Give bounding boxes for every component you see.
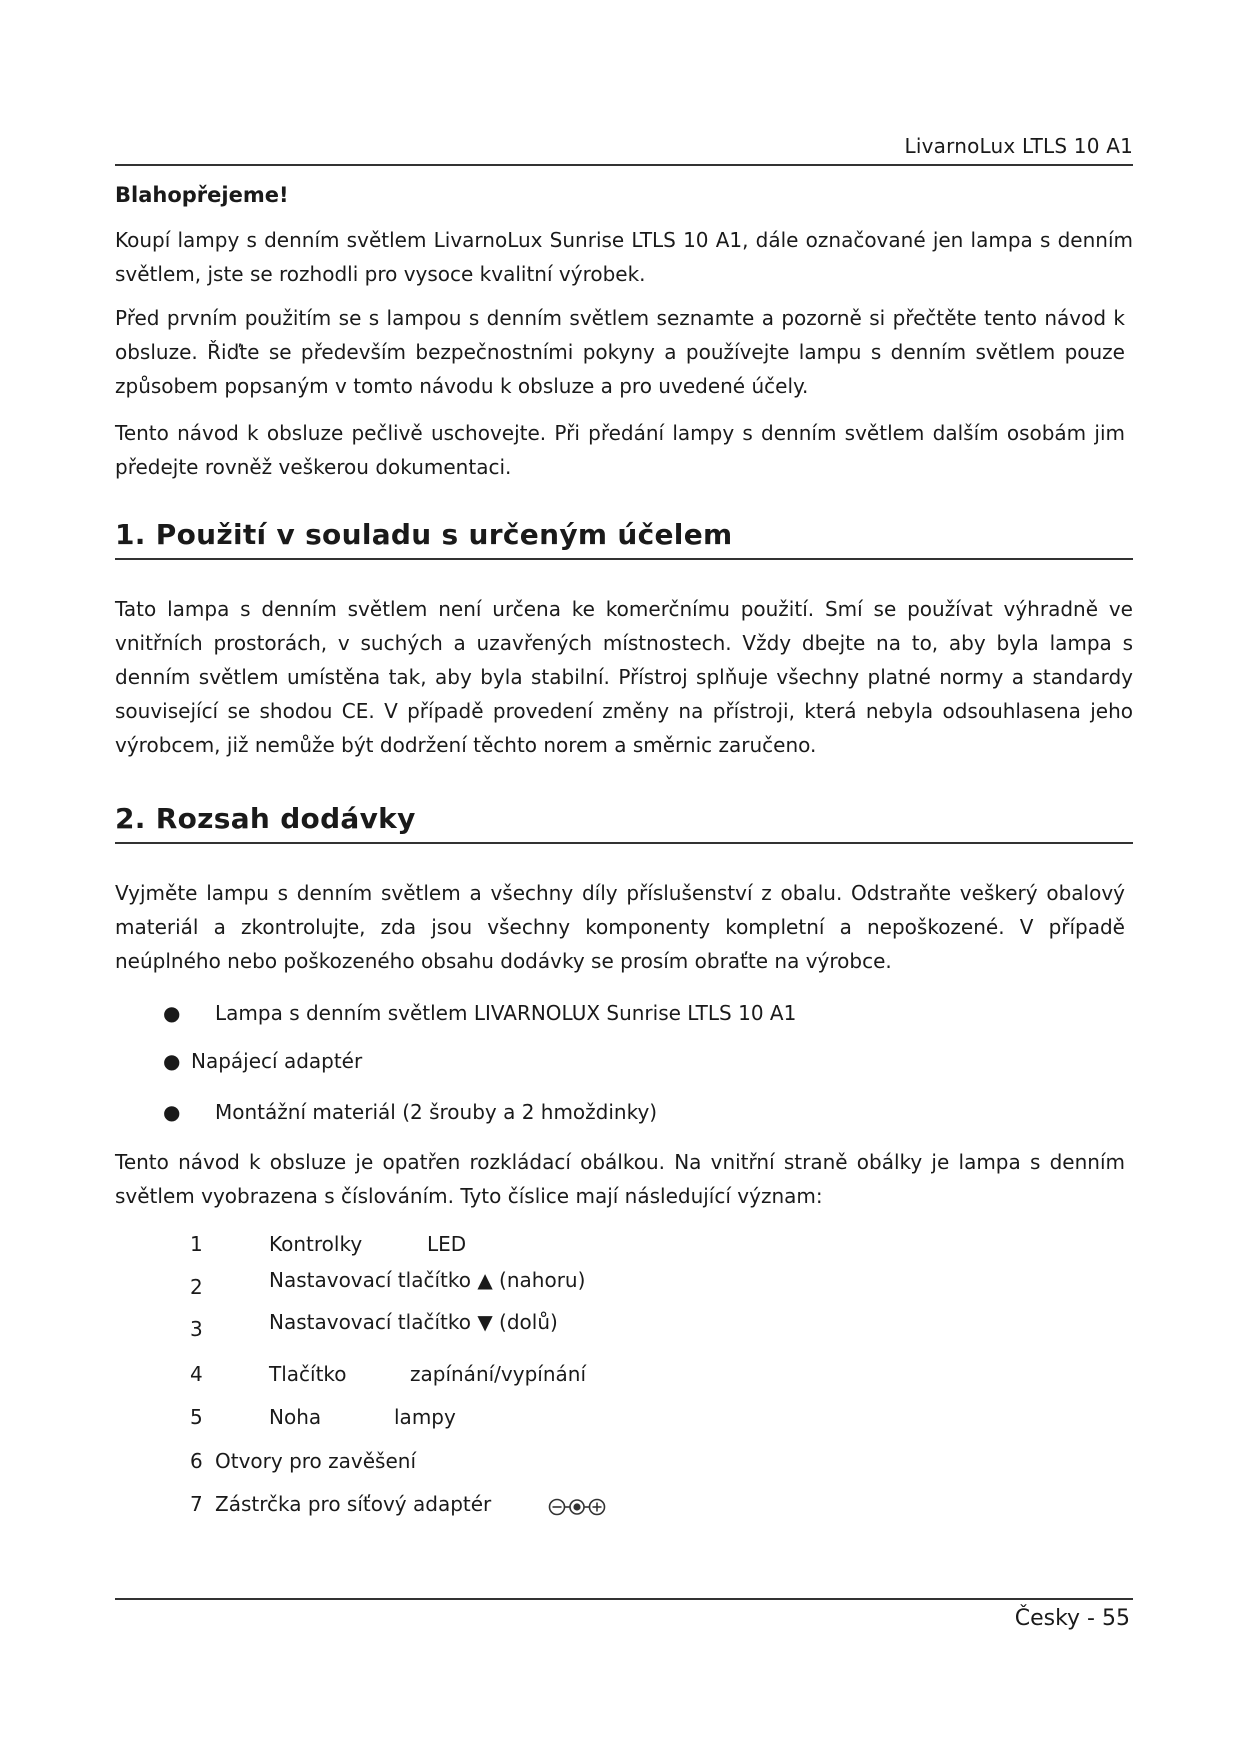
part-number: 4 (190, 1362, 203, 1386)
part-number: 2 (190, 1275, 203, 1299)
part-number: 1 (190, 1232, 203, 1256)
part-label: Nastavovací tlačítko ▼ (dolů) (269, 1310, 558, 1334)
part-number: 3 (190, 1317, 203, 1341)
header-rule (115, 164, 1133, 166)
intro-paragraph-1: Koupí lampy s denním světlem LivarnoLux Sunrise LTLS 10 A1, dále označované jen lampa s denním světlem, jste se rozhodli pro vysoce kvalitní výrobek. (115, 228, 1133, 286)
footer-page-label: Česky - 55 (1014, 1606, 1130, 1631)
polarity-symbol-icon (548, 1496, 608, 1518)
section-1-paragraph: Tato lampa s denním světlem není určena ke komerčnímu použití. Smí se používat výhradně ve vnitřních prostorách, v suchých a uzavřených místnostech. Vždy dbejte na to, aby byla lampa s denním světlem umístěna tak, aby byla stabilní. Přístroj splňuje všechny platné normy a standardy související se shodou CE. V případě provedení změny na přístroji, která nebyla odsouhlasena jeho výrobcem, již nemůže být dodržení těchto norem a směrnic zaručeno. (115, 597, 1133, 757)
part-label: Zástrčka pro síťový adaptér (215, 1492, 492, 1516)
part-number: 5 (190, 1405, 203, 1429)
section-1-heading: 1. Použití v souladu s určeným účelem (115, 518, 733, 551)
part-label: Otvory pro zavěšení (215, 1449, 416, 1473)
part-label: Noha (269, 1405, 322, 1429)
section-2-rule (115, 842, 1133, 844)
bullet-icon: ● (163, 1100, 181, 1124)
section-1-rule (115, 558, 1133, 560)
part-label: Tlačítko (269, 1362, 347, 1386)
section-2-heading: 2. Rozsah dodávky (115, 802, 416, 835)
delivery-item: Lampa s denním světlem LIVARNOLUX Sunrise LTLS 10 A1 (215, 1001, 797, 1025)
intro-paragraph-3: Tento návod k obsluze pečlivě uschovejte. Při předání lampy s denním světlem dalším osobám jim předejte rovněž veškerou dokumentaci. (115, 421, 1125, 479)
bullet-icon: ● (163, 1049, 181, 1073)
section-2-paragraph: Vyjměte lampu s denním světlem a všechny díly příslušenství z obalu. Odstraňte veškerý obalový materiál a zkontrolujte, zda jsou všechny komponenty kompletní a nepoškozené. V případě neúplného nebo poškozeného obsahu dodávky se prosím obraťte na výrobce. (115, 881, 1125, 973)
delivery-item: Montážní materiál (2 šrouby a 2 hmoždinky) (215, 1100, 658, 1124)
part-number: 7 (190, 1492, 203, 1516)
part-label: zapínání/vypínání (410, 1362, 586, 1386)
part-label: LED (427, 1232, 467, 1256)
footer-rule (115, 1598, 1133, 1600)
intro-paragraph-2: Před prvním použitím se s lampou s denním světlem seznamte a pozorně si přečtěte tento návod k obsluze. Řiďte se především bezpečnostními pokyny a používejte lampu s denním světlem pouze způsobem popsaným v tomto návodu k obsluze a pro uvedené účely. (115, 306, 1125, 398)
part-number: 6 (190, 1449, 203, 1473)
greeting-heading: Blahopřejeme! (115, 183, 289, 207)
part-label: lampy (394, 1405, 456, 1429)
part-label: Nastavovací tlačítko ▲ (nahoru) (269, 1268, 586, 1292)
delivery-item: Napájecí adaptér (191, 1049, 363, 1073)
numbering-intro-paragraph: Tento návod k obsluze je opatřen rozkládací obálkou. Na vnitřní straně obálky je lampa s denním světlem vyobrazena s číslováním. Tyto číslice mají následující význam: (115, 1150, 1125, 1208)
bullet-icon: ● (163, 1001, 181, 1025)
part-label: Kontrolky (269, 1232, 363, 1256)
header-product-name: LivarnoLux LTLS 10 A1 (904, 134, 1133, 158)
